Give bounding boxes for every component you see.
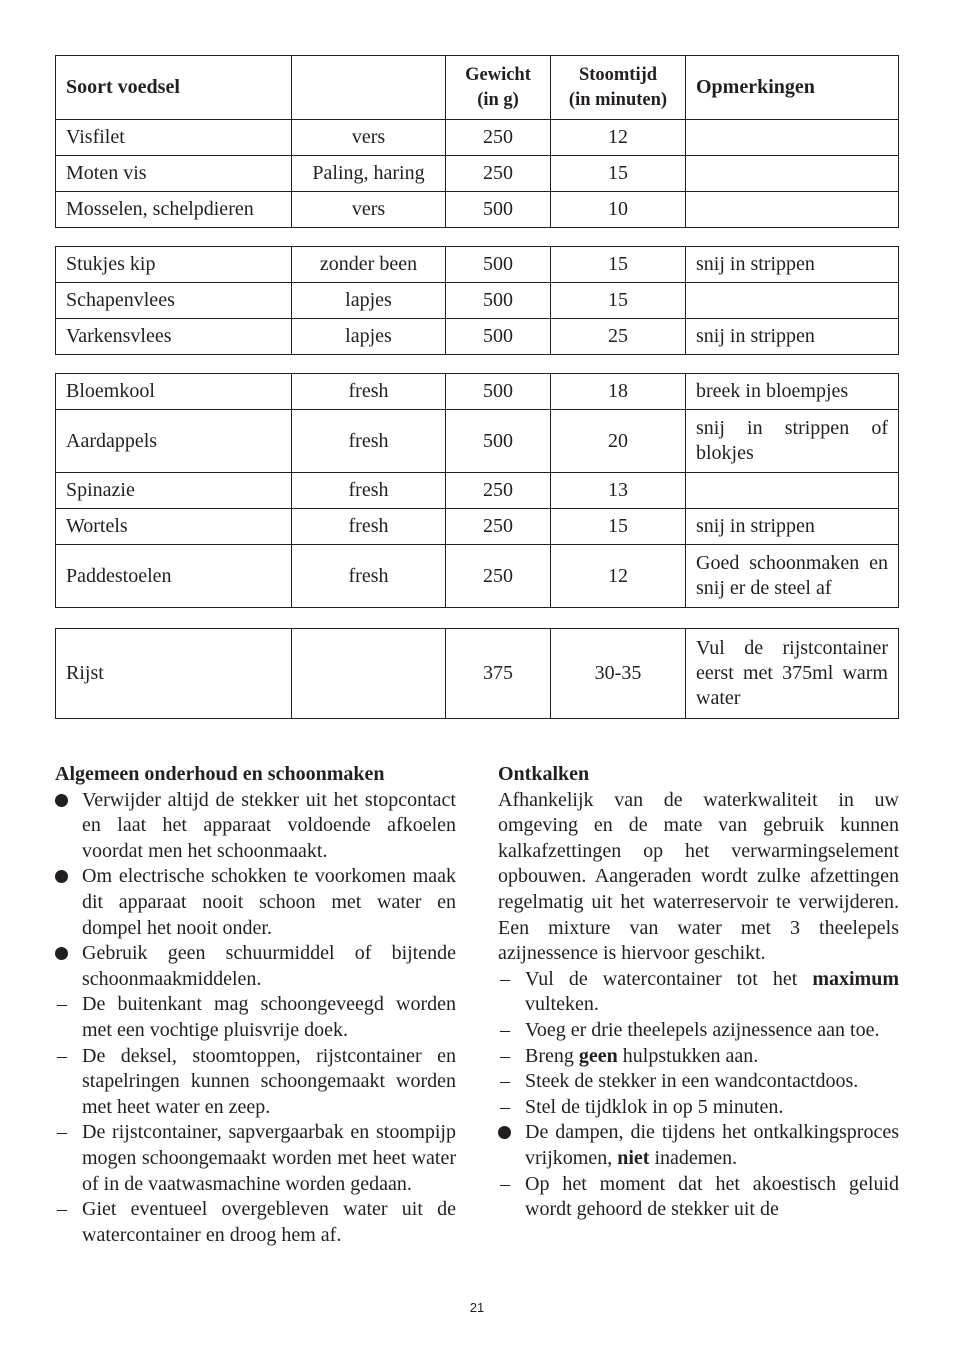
table-row bbox=[56, 192, 899, 228]
cell-weight: 375 bbox=[446, 629, 551, 719]
cell-weight: 500 bbox=[446, 247, 551, 283]
list-item bbox=[55, 864, 456, 941]
list-item-text: Gebruik geen schuurmiddel of bijtende schoonmaakmiddelen. bbox=[82, 942, 456, 990]
cell-remarks: Vul de rijstcontainer eerst met 375ml warm water bbox=[686, 629, 899, 719]
list-item-text bbox=[525, 1173, 899, 1221]
cell-remarks bbox=[686, 120, 899, 156]
header-weight-line2: (in g) bbox=[477, 89, 519, 110]
steam-table-rice bbox=[55, 628, 899, 719]
descaling-title: Ontkalken bbox=[498, 763, 590, 785]
text-part: vulteken. bbox=[525, 993, 599, 1016]
cell-food: Bloemkool bbox=[56, 374, 292, 410]
list-item bbox=[498, 1095, 899, 1121]
dash-icon: – bbox=[500, 1095, 510, 1118]
cell-weight: 250 bbox=[446, 473, 551, 509]
cell-time: 12 bbox=[551, 120, 686, 156]
cell-time: 10 bbox=[551, 192, 686, 228]
maintenance-section bbox=[55, 762, 456, 1248]
table-row bbox=[56, 629, 899, 719]
list-item bbox=[498, 1120, 899, 1171]
list-item-text bbox=[525, 968, 899, 1016]
cell-food: Paddestoelen bbox=[56, 545, 292, 608]
cell-time: 13 bbox=[551, 473, 686, 509]
table-row bbox=[56, 473, 899, 509]
cell-variant: fresh bbox=[292, 374, 446, 410]
cell-variant: fresh bbox=[292, 473, 446, 509]
text-part: inademen. bbox=[649, 1146, 738, 1169]
cell-remarks: snij in strippen bbox=[686, 247, 899, 283]
header-weight bbox=[446, 56, 551, 120]
list-item bbox=[55, 992, 456, 1043]
list-item bbox=[498, 1172, 899, 1223]
cell-weight: 250 bbox=[446, 156, 551, 192]
list-item bbox=[498, 1018, 899, 1044]
cell-weight: 250 bbox=[446, 120, 551, 156]
cell-weight: 500 bbox=[446, 410, 551, 473]
cell-weight: 250 bbox=[446, 545, 551, 608]
cell-weight: 500 bbox=[446, 319, 551, 355]
list-item-text bbox=[525, 1096, 783, 1118]
cell-remarks: Goed schoonmaken en snij er de steel af bbox=[686, 545, 899, 608]
cell-variant: fresh bbox=[292, 410, 446, 473]
bullet-icon bbox=[55, 941, 82, 968]
cell-remarks bbox=[686, 473, 899, 509]
table-row bbox=[56, 410, 899, 473]
cell-food: Stukjes kip bbox=[56, 247, 292, 283]
header-time-line1: Stoomtijd bbox=[578, 64, 658, 85]
cell-variant: vers bbox=[292, 192, 446, 228]
list-item-text: Giet eventueel overgebleven water uit de watercontainer en droog hem af. bbox=[82, 1198, 456, 1246]
cell-variant: fresh bbox=[292, 545, 446, 608]
table-row bbox=[56, 374, 899, 410]
list-item-text: Verwijder altijd de stekker uit het stopcontact en laat het apparaat voldoende afkoelen voordat men het schoonmaakt. bbox=[82, 788, 456, 862]
text-bold: maximum bbox=[812, 967, 899, 990]
descaling-section bbox=[498, 762, 899, 1223]
text-bold: geen bbox=[578, 1044, 618, 1067]
header-weight-line1: Gewicht bbox=[465, 64, 531, 85]
cell-food: Visfilet bbox=[56, 120, 292, 156]
cell-variant: lapjes bbox=[292, 283, 446, 319]
dash-icon: – bbox=[500, 1018, 510, 1041]
cell-variant: lapjes bbox=[292, 319, 446, 355]
cell-food: Spinazie bbox=[56, 473, 292, 509]
list-item bbox=[55, 941, 456, 992]
dash-icon: – bbox=[57, 1121, 67, 1144]
table-row bbox=[56, 120, 899, 156]
table-header-row bbox=[56, 56, 899, 120]
bullet-icon bbox=[55, 864, 82, 891]
list-item-text: De deksel, stoomtoppen, rijstcontainer en stapelringen kunnen schoongemaakt worden met heet water en zeep. bbox=[82, 1044, 456, 1118]
cell-weight: 250 bbox=[446, 509, 551, 545]
bullet-icon bbox=[55, 788, 82, 815]
text-bold: niet bbox=[617, 1146, 650, 1169]
list-item bbox=[55, 1044, 456, 1121]
text-part: Op het moment dat het akoestisch geluid wordt gehoord de stekker uit de bbox=[525, 1172, 899, 1221]
dash-icon: – bbox=[57, 1044, 67, 1067]
list-item bbox=[498, 1044, 899, 1070]
cell-time: 15 bbox=[551, 509, 686, 545]
list-item-text: De rijstcontainer, sapvergaarbak en stoompijp mogen schoongemaakt worden met heet water of in de vaatwasmachine worden gedaan. bbox=[82, 1121, 456, 1195]
cell-time: 15 bbox=[551, 283, 686, 319]
steam-table-fish bbox=[55, 55, 899, 228]
list-item bbox=[498, 967, 899, 1018]
cell-variant: zonder been bbox=[292, 247, 446, 283]
text-part: Voeg er drie theelepels azijnessence aan toe. bbox=[525, 1018, 880, 1041]
cell-weight: 500 bbox=[446, 192, 551, 228]
list-item bbox=[55, 1120, 456, 1197]
header-remarks: Opmerkingen bbox=[686, 56, 899, 120]
cell-time: 15 bbox=[551, 156, 686, 192]
descaling-list bbox=[498, 967, 899, 1223]
header-time bbox=[551, 56, 686, 120]
list-item-text bbox=[525, 1045, 758, 1067]
cell-food: Wortels bbox=[56, 509, 292, 545]
cell-variant bbox=[292, 629, 446, 719]
dash-icon: – bbox=[500, 967, 510, 990]
list-item bbox=[498, 1069, 899, 1095]
header-food-type: Soort voedsel bbox=[56, 56, 292, 120]
dash-icon: – bbox=[57, 993, 67, 1016]
header-time-line2: (in minuten) bbox=[568, 89, 668, 110]
maintenance-title: Algemeen onderhoud en schoonmaken bbox=[55, 763, 385, 785]
dash-icon: – bbox=[500, 1172, 510, 1195]
text-part: De dampen, die tijdens het ontkalkingsproces vrijkomen, bbox=[525, 1121, 899, 1169]
text-part: hulpstukken aan. bbox=[617, 1044, 759, 1067]
cell-remarks: snij in strippen bbox=[686, 509, 899, 545]
cell-remarks: snij in strippen bbox=[686, 319, 899, 355]
cell-variant: fresh bbox=[292, 509, 446, 545]
header-variant bbox=[292, 56, 446, 120]
cell-remarks bbox=[686, 156, 899, 192]
list-item-text bbox=[525, 1019, 879, 1041]
list-item bbox=[55, 1197, 456, 1248]
cell-weight: 500 bbox=[446, 374, 551, 410]
cell-time: 15 bbox=[551, 247, 686, 283]
maintenance-list bbox=[55, 788, 456, 1249]
cell-variant: vers bbox=[292, 120, 446, 156]
text-part: Vul de watercontainer tot het bbox=[525, 967, 813, 990]
steam-table-vegetables bbox=[55, 373, 899, 608]
cell-time: 18 bbox=[551, 374, 686, 410]
descaling-intro: Afhankelijk van de waterkwaliteit in uw omgeving en de mate van gebruik kunnen kalkafzettingen op het verwarmingselement opbouwen. Aangeraden wordt zulke afzettingen regelmatig uit het waterreservoir te verwijderen. Een mixture van water met 3 theelepels azijnessence is hiervoor geschikt. bbox=[498, 788, 899, 965]
cell-food: Moten vis bbox=[56, 156, 292, 192]
cell-variant: Paling, haring bbox=[292, 156, 446, 192]
cell-time: 12 bbox=[551, 545, 686, 608]
list-item-text bbox=[525, 1070, 858, 1092]
table-row bbox=[56, 545, 899, 608]
cell-food: Mosselen, schelpdieren bbox=[56, 192, 292, 228]
cell-weight: 500 bbox=[446, 283, 551, 319]
page-number: 21 bbox=[469, 1300, 485, 1315]
text-part: Breng bbox=[525, 1044, 579, 1067]
dash-icon: – bbox=[500, 1070, 510, 1093]
cell-time: 20 bbox=[551, 410, 686, 473]
dash-icon: – bbox=[57, 1198, 67, 1221]
cell-remarks: snij in strippen of blokjes bbox=[686, 410, 899, 473]
table-row bbox=[56, 156, 899, 192]
table-row bbox=[56, 283, 899, 319]
text-part: Steek de stekker in een wandcontactdoos. bbox=[525, 1070, 859, 1093]
cell-food: Varkensvlees bbox=[56, 319, 292, 355]
table-row bbox=[56, 247, 899, 283]
list-item-text bbox=[525, 1121, 899, 1169]
cell-time: 30-35 bbox=[551, 629, 686, 719]
text-part: Stel de tijdklok in op 5 minuten. bbox=[525, 1095, 784, 1118]
cell-food: Schapenvlees bbox=[56, 283, 292, 319]
list-item-text: De buitenkant mag schoongeveegd worden met een vochtige pluisvrije doek. bbox=[82, 993, 456, 1041]
bullet-icon bbox=[498, 1120, 525, 1147]
table-row bbox=[56, 509, 899, 545]
cell-food: Aardappels bbox=[56, 410, 292, 473]
cell-remarks bbox=[686, 283, 899, 319]
table-row bbox=[56, 319, 899, 355]
list-item-text: Om electrische schokken te voorkomen maak dit apparaat nooit schoon met water en dompel het nooit onder. bbox=[82, 865, 456, 939]
cell-remarks: breek in bloempjes bbox=[686, 374, 899, 410]
steam-table-meat bbox=[55, 246, 899, 355]
list-item bbox=[55, 788, 456, 865]
cell-remarks bbox=[686, 192, 899, 228]
dash-icon: – bbox=[500, 1044, 510, 1067]
cell-time: 25 bbox=[551, 319, 686, 355]
cell-food: Rijst bbox=[56, 629, 292, 719]
